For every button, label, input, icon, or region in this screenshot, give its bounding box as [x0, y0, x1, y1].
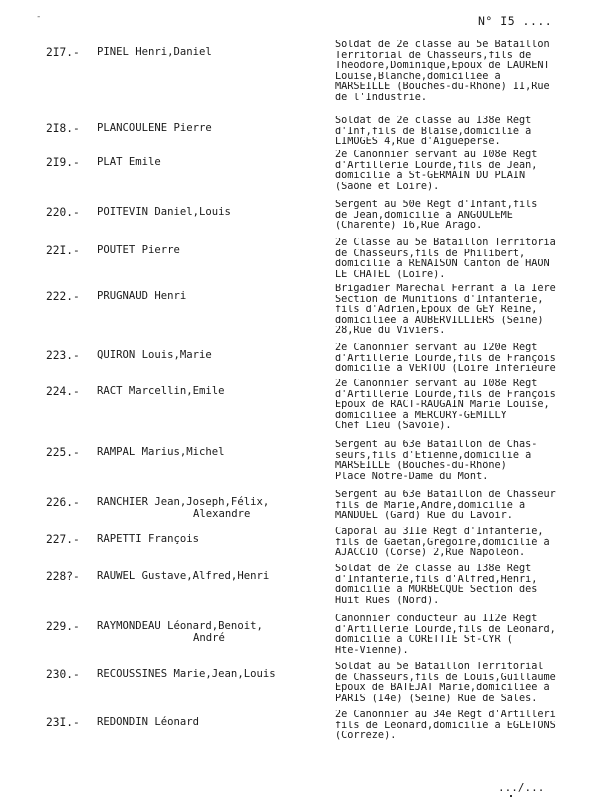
- entry-name-line: RAYMONDEAU Léonard,Benoit,: [97, 620, 263, 632]
- entry-name: [97, 206, 231, 218]
- entry-description-line: domiciliée à MERCURY-GEMILLY: [335, 410, 507, 421]
- continuation-mark: .../...: [498, 781, 545, 794]
- entry-description-line: domicilié à CORETTIE St-CYR (: [335, 635, 513, 646]
- entry-description-line: (Charente) I6,Rue Arago.: [335, 221, 483, 232]
- entry-description-line: d'Artillerie Lourde,fils de François: [335, 353, 556, 364]
- entry-description: [335, 564, 597, 606]
- entry-description-line: Brigadier Maréchal Ferrant à la Ière: [335, 284, 556, 294]
- entry-description-line: de Chasseurs,fils de Louis,Guillaume: [335, 672, 556, 683]
- entry-description-line: domicilié à St-GERMAIN DU PLAIN: [335, 171, 526, 182]
- entry-description-line: Chef Lieu (Savoie).: [335, 421, 452, 432]
- entry-name-line: PRUGNAUD Henri: [97, 290, 187, 302]
- entry-description-line: fils de Marie,André,domicilié à: [335, 500, 526, 511]
- entry-description: [335, 527, 597, 559]
- entry-description: [335, 343, 597, 375]
- entry-number: 2I8.-: [46, 122, 80, 135]
- entry-name-line: RANCHIER Jean,Joseph,Félix,: [97, 496, 270, 508]
- entry-number: 2I9.-: [46, 156, 80, 169]
- entry-number: 226.-: [46, 496, 80, 509]
- entry-name-continuation: André: [193, 632, 225, 644]
- entry-number: 224.-: [46, 385, 80, 398]
- entry-description-line: domicilié à VERTOU (Loire Inférieure: [335, 364, 556, 375]
- entry-name: [97, 716, 199, 728]
- entry-number: 229.-: [46, 620, 80, 633]
- entry-description-line: Canonnier conducteur au II2e Régt: [335, 614, 538, 624]
- entry-number: 22I.-: [46, 244, 80, 257]
- entry-description-line: AJACCIO (Corse) 2,Rue Napoléon.: [335, 548, 526, 559]
- entry-description-line: Territorial de Chasseurs,fils de: [335, 50, 532, 61]
- entry-name: [97, 385, 225, 397]
- entry-description: [335, 662, 597, 704]
- entry-description-line: domiciliée à AUBERVILLIERS (Seine): [335, 315, 544, 326]
- entry-description: [335, 490, 597, 522]
- entry-name: [97, 349, 212, 361]
- entry-name: [97, 620, 263, 644]
- entry-description-line: d'Artillerie Lourde,fils de Léonard,: [335, 624, 556, 635]
- entry-description-line: MARSEILLE (Bouches-du-Rhône) II,Rue: [335, 82, 550, 93]
- entry-description-line: Soldat de 2e classe au 5e Bataillon: [335, 40, 550, 50]
- entry-description-line: Soldat de 2e classe au I38e Régt: [335, 564, 532, 574]
- entry-description-line: Louise,Blanche,domiciliée à: [335, 71, 501, 82]
- entry-description: [335, 238, 597, 280]
- entry-name: [97, 46, 212, 58]
- entry-description-line: Soldat au 5e Bataillon Territorial: [335, 662, 544, 672]
- entry-description-line: Sergent au 63e Bataillon de Chas-: [335, 440, 538, 450]
- entry-description-line: d'Infanterie,fils d'Alfred,Henri,: [335, 574, 538, 585]
- entry-description: [335, 710, 597, 742]
- entry-description: [335, 614, 597, 656]
- entry-description-line: fils d'Adrien,Epoux de GEY Reine,: [335, 305, 538, 316]
- entry-number: 2I7.-: [46, 46, 80, 59]
- entry-description-line: de Chasseurs,fils de Philibert,: [335, 248, 526, 259]
- entry-description: [335, 150, 597, 192]
- entry-description-line: Epoux de RACT-RAUGAIN Marie Louise,: [335, 400, 550, 411]
- entry-description-line: Huit Rues (Nord).: [335, 595, 440, 606]
- entry-name: [97, 290, 186, 302]
- ink-dot: [510, 795, 512, 797]
- entry-description: [335, 116, 597, 148]
- entry-description-line: 2e Canonnier au 34e Régt d'Artilleri: [335, 710, 556, 720]
- entry-name: [97, 244, 180, 256]
- entry-description-line: MANDUEL (Gard) Rue du Lavoir.: [335, 511, 513, 522]
- entry-name-line: PLANCOULENE Pierre: [97, 122, 212, 134]
- entry-description-line: 2e Canonnier servant au I08e Régt: [335, 379, 538, 389]
- entry-description-line: 28,Rue du Viviers.: [335, 326, 446, 337]
- entry-description-line: fils de Gaëtan,Grégoire,domicilié à: [335, 537, 550, 548]
- entry-description-line: Sergent au 50e Régt d'Infant,fils: [335, 200, 538, 210]
- entry-description: [335, 440, 597, 482]
- entry-description-line: (Corrèze).: [335, 731, 397, 742]
- entry-name-line: REDONDIN Léonard: [97, 716, 200, 728]
- entry-description-line: d'Artillerie Lourde,fils de Jean,: [335, 160, 538, 171]
- entry-name: [97, 570, 269, 582]
- entry-name-continuation: Alexandre: [193, 508, 251, 520]
- entry-description-line: de l'Industrie.: [335, 92, 428, 103]
- entry-description-line: d'Inf,fils de Blaise,domicilié à: [335, 126, 532, 137]
- entry-description-line: Caporal au 3IIe Régt d'Infanterie,: [335, 527, 544, 537]
- entry-name-line: POITEVIN Daniel,Louis: [97, 206, 231, 218]
- entry-description-line: fils de Léonard,domicilié à EGLETONS: [335, 720, 556, 731]
- entry-description: [335, 284, 597, 337]
- entry-name-line: RAPETTI François: [97, 533, 200, 545]
- entry-description-line: (Saône et Loire).: [335, 181, 440, 192]
- entry-description-line: 2e Canonnier servant au I20e Régt: [335, 343, 538, 353]
- entry-description-line: domicilié à RENAISON Canton de HAON: [335, 259, 550, 270]
- entry-name: [97, 446, 225, 458]
- entry-name: [97, 122, 212, 134]
- entry-number: 228?-: [46, 570, 80, 583]
- entry-name-line: POUTET Pierre: [97, 244, 180, 256]
- page-number: N° I5 ....: [478, 14, 553, 28]
- entry-name-line: RAUWEL Gustave,Alfred,Henri: [97, 570, 270, 582]
- entry-description-line: 2e Canonnier servant au I08e Régt: [335, 150, 538, 160]
- entry-description-line: Epoux de BATEJAT Marie,domiciliée à: [335, 683, 550, 694]
- entry-name-line: RECOUSSINES Marie,Jean,Louis: [97, 668, 276, 680]
- entry-description-line: domicilié à MORBECQUE Section des: [335, 585, 538, 596]
- entry-name: [97, 156, 161, 168]
- entry-number: 225.-: [46, 446, 80, 459]
- entry-description: [335, 379, 597, 432]
- entry-number: 230.-: [46, 668, 80, 681]
- entry-description-line: Hte-Vienne).: [335, 645, 409, 656]
- entry-name: [97, 533, 199, 545]
- entry-description-line: LIMOGES 4,Rue d'Aigueperse.: [335, 137, 501, 148]
- entry-name-line: PLAT Emile: [97, 156, 161, 168]
- entry-number: 23I.-: [46, 716, 80, 729]
- entry-name: [97, 496, 269, 520]
- entry-description-line: seurs,fils d'Etienne,domicilié à: [335, 450, 532, 461]
- corner-mark: -: [36, 12, 42, 22]
- entry-description-line: de Jean,domicilié à ANGOULEME: [335, 210, 513, 221]
- entry-description-line: PARIS (I4e) (Seine) Rue de Sales.: [335, 693, 538, 704]
- entry-number: 223.-: [46, 349, 80, 362]
- entry-name-line: RACT Marcellin,Emile: [97, 385, 225, 397]
- entry-description-line: Théodore,Dominique,Epoux de LAURENT: [335, 61, 550, 72]
- entry-description: [335, 200, 597, 232]
- entry-name-line: QUIRON Louis,Marie: [97, 349, 212, 361]
- entry-description-line: Section de Munitions d'Infanterie,: [335, 294, 544, 305]
- entry-name: [97, 668, 276, 680]
- entry-number: 227.-: [46, 533, 80, 546]
- entry-description-line: Soldat de 2e classe au I38e Régt: [335, 116, 532, 126]
- entry-description-line: LE CHATEL (Loire).: [335, 269, 446, 280]
- entry-description-line: Place Notre-Dame du Mont.: [335, 471, 489, 482]
- entry-description-line: MARSEILLE (Bouches-du-Rhône): [335, 461, 507, 472]
- entry-description: [335, 40, 597, 104]
- entry-description-line: Sergent au 63e Bataillon de Chasseur: [335, 490, 556, 500]
- entry-description-line: d'Artillerie Lourde,fils de François: [335, 389, 556, 400]
- entry-number: 222.-: [46, 290, 80, 303]
- entry-name-line: PINEL Henri,Daniel: [97, 46, 212, 58]
- entry-number: 220.-: [46, 206, 80, 219]
- entry-name-line: RAMPAL Marius,Michel: [97, 446, 225, 458]
- entry-description-line: 2e Classe au 5e Bataillon Territoria: [335, 238, 556, 248]
